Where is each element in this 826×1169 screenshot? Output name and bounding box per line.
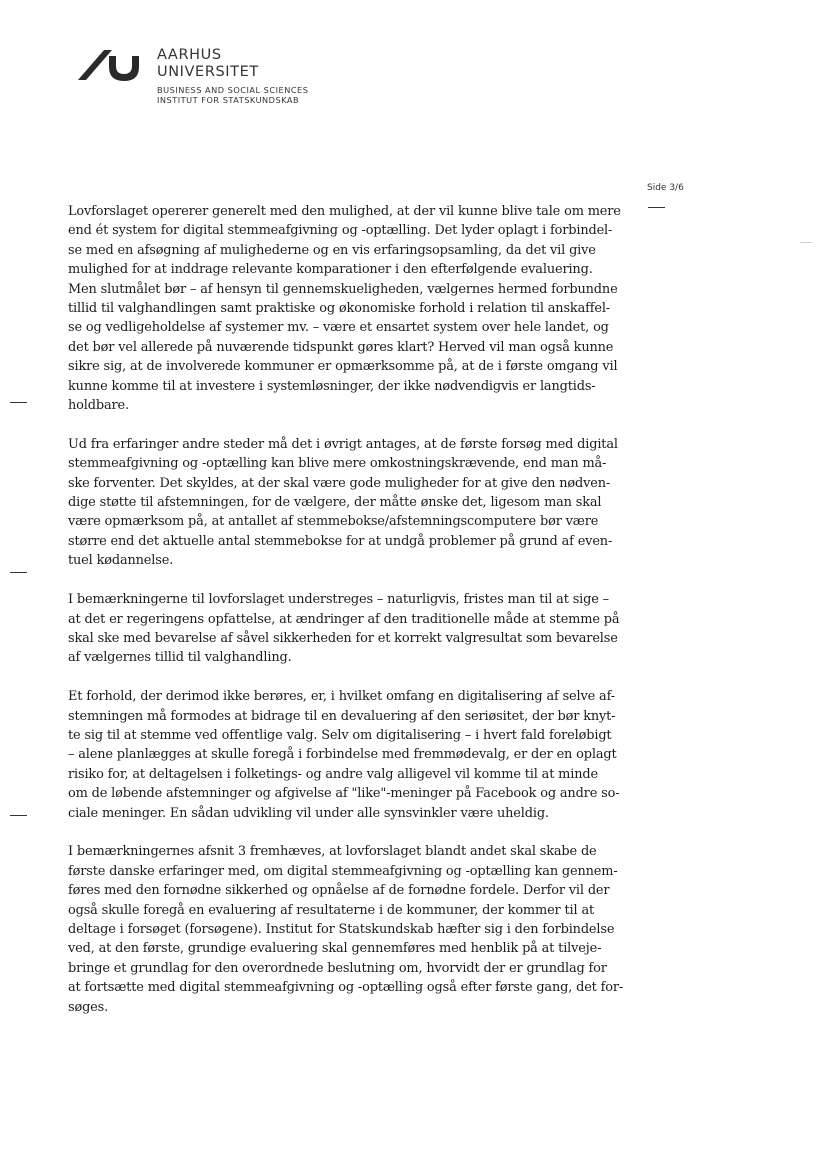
aarhus-university-logo-icon [74,44,144,84]
university-name-line2: UNIVERSITET [157,64,259,80]
paragraph: I bemærkningernes afsnit 3 fremhæves, at lovforslaget blandt andet skal skabe de første danske erfaringer med, om digital stemmeafgivning og -optælling kan gennem- føres med den fornødne sikkerhed og opnåelse af de fornødne fordele. Derfor vil der også skulle foregå en evaluering af resultaterne i de kommuner, der kommer til at deltage i forsøget (forsøgene). Institut for Statskundskab hæfter sig i den forbindelse ved, at den første, grundige evaluering skal gennemføres med henblik på at tilveje- bringe et grundlag for den overordnede beslutning om, hvorvidt der er grundlag for at fortsætte med digital stemmeafgivning og -optælling også efter første gang, det for- søges. [68,844,624,1015]
scan-mark [800,242,812,243]
fold-mark [10,572,27,573]
department-name: INSTITUT FOR STATSKUNDSKAB [157,95,300,105]
faculty-name: BUSINESS AND SOCIAL SCIENCES [157,85,309,95]
paragraph: Ud fra erfaringer andre steder må det i øvrigt antages, at de første forsøg med digital stemmeafgivning og -optælling kan blive mere omkostningskrævende, end man må- ske forventer. Det skyldes, at der skal være gode muligheder for at give den nødven- dige støtte til afstemningen, for de vælgere, der måtte ønske det, ligesom man skal være opmærksom på, at antallet af stemmebokse/afstemningscomputere bør være større end det aktuelle antal stemmebokse for at undgå problemer på grund af even- tuel kødannelse. [68,436,618,569]
letterhead [157,47,308,105]
fold-mark [10,402,27,403]
page-number: Side 3/6 [647,183,684,193]
fold-mark [10,815,27,816]
university-name-line1: AARHUS [157,47,222,63]
paragraph: Lovforslaget opererer generelt med den mulighed, at der vil kunne blive tale om mere end ét system for digital stemmeafgivning og -optælling. Det lyder oplagt i forbindel- se med en afsøgning af mulighederne og en vis erfaringsopsamling, da det vil give mulighed for at inddrage relevante komparationer i den efterfølgende evaluering. Men slutmålet bør – af hensyn til gennemskueligheden, vælgernes hermed forbundne tillid til valghandlingen samt praktiske og økonomiske forhold i relation til anskaffel- se og vedligeholdelse af systemer mv. – være et ensartet system over hele landet, og det bør vel allerede på nuværende tidspunkt gøres klart? Herved vil man også kunne sikre sig, at de involverede kommuner er opmærksomme på, at de i første omgang vil kunne komme til at investere i systemløsninger, der ikke nødvendigvis er langtids- holdbare. [68,204,621,414]
letter-body [68,202,628,1036]
paragraph: I bemærkningerne til lovforslaget understreges – naturligvis, fristes man til at sige – at det er regeringens opfattelse, at ændringer af den traditionelle måde at stemme på skal ske med bevarelse af såvel sikkerheden for et korrekt valgresultat som bevarelse af vælgernes tillid til valghandling. [68,592,620,666]
paragraph: Et forhold, der derimod ikke berøres, er, i hvilket omfang en digitalisering af selve af- stemningen må formodes at bidrage til en devaluering af den seriøsitet, der bør knyt- te sig til at stemme ved offentlige valg. Selv om digitalisering – i hvert fald foreløbigt – alene planlægges at skulle foregå i forbindelse med fremmødevalg, er der en oplagt risiko for, at deltagelsen i folketings- og andre valg alligevel vil komme til at minde om de løbende afstemninger og afgivelse af "like"-meninger på Facebook og andre so- ciale meninger. En sådan udvikling vil under alle synsvinkler være uheldig. [68,689,620,821]
fold-mark [648,207,665,208]
